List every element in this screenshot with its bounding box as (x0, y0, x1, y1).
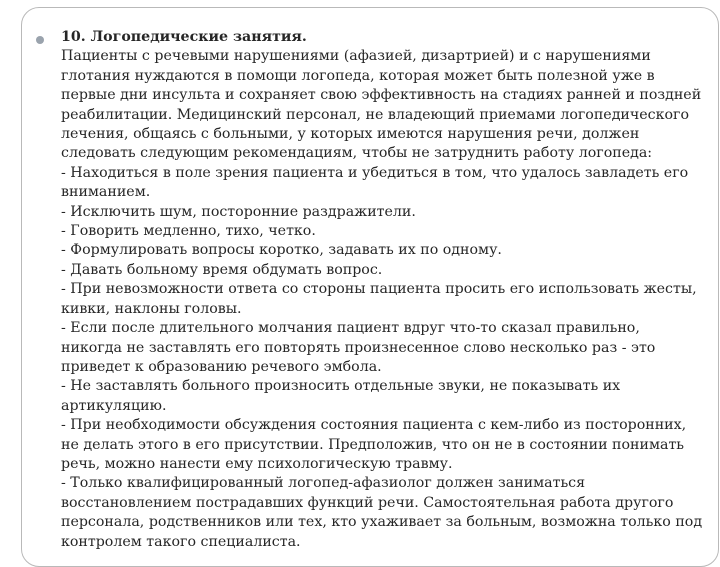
text-line: - Только квалифицированный логопед-афазиолог должен заниматься (61, 475, 586, 492)
text-line: приведет к образованию речевого эмбола. (61, 358, 382, 375)
section-title: 10. Логопедические занятия. (61, 29, 307, 45)
text-line: персонала, родственников или тех, кто ухаживает за больным, возможна только под (61, 514, 703, 531)
text-line: восстановлением пострадавших функций речи. Самостоятельная работа другого (61, 494, 674, 511)
text-line: следовать следующим рекомендациям, чтобы не затруднить работу логопеда: (61, 145, 653, 162)
text-line: Пациенты с речевыми нарушениями (афазией, дизартрией) и с нарушениями (61, 48, 651, 65)
text-line: вниманием. (61, 184, 151, 201)
text-line: - Давать больному время обдумать вопрос. (61, 261, 383, 278)
text-line: - При необходимости обсуждения состояния пациента с кем-либо из посторонних, (61, 417, 687, 434)
text-line: - Говорить медленно, тихо, четко. (61, 223, 316, 240)
text-line: первые дни инсульта и сохраняет свою эффективность на стадиях ранней и поздней (61, 87, 702, 104)
text-line: контролем такого специалиста. (61, 533, 301, 550)
slide-content (61, 28, 701, 552)
text-line: артикуляцию. (61, 397, 167, 414)
text-line: - Формулировать вопросы коротко, задавать их по одному. (61, 242, 502, 259)
text-line: - При невозможности ответа со стороны пациента просить его использовать жесты, (61, 281, 697, 298)
text-line: лечения, общаясь с больными, у которых имеются нарушения речи, должен (61, 126, 640, 143)
bullet-icon (36, 36, 44, 44)
text-line: реабилитации. Медицинский персонал, не владеющий приемами логопедического (61, 106, 689, 123)
text-line: не делать этого в его присутствии. Предположив, что он не в состоянии понимать (61, 436, 685, 453)
text-line: - Не заставлять больного произносить отдельные звуки, не показывать их (61, 378, 621, 395)
text-line: никогда не заставлять его повторять произнесенное слово несколько раз - это (61, 339, 656, 356)
text-line: глотания нуждаются в помощи логопеда, которая может быть полезной уже в (61, 67, 655, 84)
text-line: речь, можно нанести ему психологическую травму. (61, 455, 453, 472)
text-line: - Находиться в поле зрения пациента и убедиться в том, что удалось завладеть его (61, 164, 689, 181)
text-line: - Если после длительного молчания пациент вдруг что-то сказал правильно, (61, 320, 640, 337)
text-line: кивки, наклоны головы. (61, 300, 242, 317)
text-line: - Исключить шум, посторонние раздражители. (61, 203, 416, 220)
